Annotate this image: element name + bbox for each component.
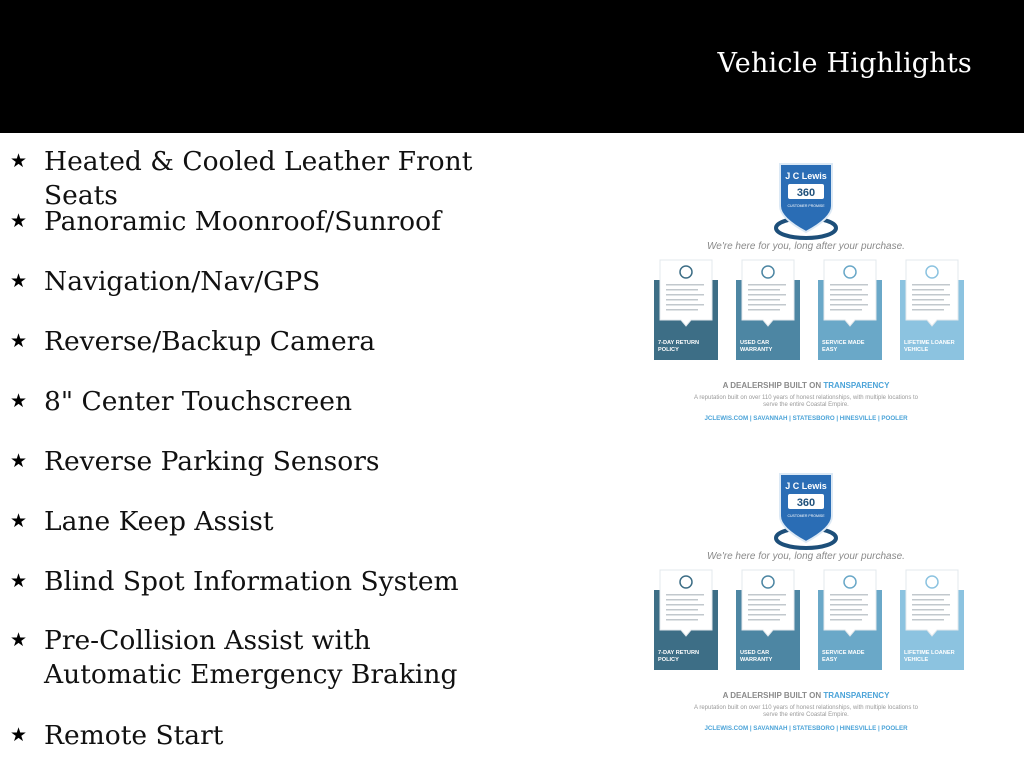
card-label: POLICY — [658, 347, 679, 353]
feature-text: Heated & Cooled Leather Front Seats — [44, 146, 473, 211]
promise-card — [736, 260, 800, 360]
card-body-line — [830, 289, 862, 291]
card-label: WARRANTY — [740, 657, 773, 663]
card-body-line — [830, 604, 868, 606]
card-body-line — [912, 294, 950, 296]
customer-promise-graphic — [648, 160, 964, 428]
promo-desc-1: A reputation built on over 110 years of honest relationships, with multiple locations to — [693, 705, 919, 711]
promo-graphic-1 — [648, 160, 964, 428]
card-body-line — [912, 299, 944, 301]
logo-name: J C Lewis — [785, 481, 827, 491]
feature-text: Remote Start — [44, 720, 224, 751]
feature-item — [10, 205, 441, 239]
card-body-line — [748, 304, 786, 306]
page-title: Vehicle Highlights — [717, 48, 972, 79]
star-icon: ★ — [10, 724, 28, 746]
feature-item — [10, 385, 352, 419]
card-body-line — [666, 594, 704, 596]
card-body-line — [830, 599, 862, 601]
star-icon: ★ — [10, 570, 28, 592]
star-icon: ★ — [10, 210, 28, 232]
card-body-line — [748, 604, 786, 606]
card-body-line — [666, 609, 698, 611]
star-icon: ★ — [10, 390, 28, 412]
logo-number: 360 — [796, 497, 816, 509]
card-body-line — [912, 594, 950, 596]
card-body-line — [748, 299, 780, 301]
card-bubble — [906, 260, 958, 326]
promo-tagline: We're here for you, long after your purchase. — [707, 241, 905, 252]
built-on-line: A DEALERSHIP BUILT ON TRANSPARENCY — [722, 381, 890, 390]
card-body-line — [748, 599, 780, 601]
logo-sub: CUSTOMER PROMISE — [787, 514, 825, 518]
card-body-line — [748, 294, 786, 296]
built-on-line: A DEALERSHIP BUILT ON TRANSPARENCY — [722, 691, 890, 700]
promise-card — [736, 570, 800, 670]
feature-text: Lane Keep Assist — [44, 506, 274, 537]
card-bubble — [660, 570, 712, 636]
promo-graphic-2 — [648, 470, 964, 738]
promo-desc-1: A reputation built on over 110 years of honest relationships, with multiple locations to — [693, 395, 919, 401]
feature-item — [10, 719, 223, 753]
card-body-line — [912, 614, 950, 616]
card-body-line — [666, 614, 704, 616]
card-label: 7-DAY RETURN — [658, 650, 700, 656]
card-body-line — [830, 619, 862, 621]
card-body-line — [830, 594, 868, 596]
star-icon: ★ — [10, 629, 28, 651]
card-body-line — [830, 284, 868, 286]
card-body-line — [748, 619, 780, 621]
card-bubble — [824, 260, 876, 326]
card-body-line — [666, 604, 704, 606]
promise-cards — [654, 570, 964, 670]
logo-number: 360 — [796, 187, 816, 199]
card-bubble — [742, 260, 794, 326]
promise-card — [900, 260, 964, 360]
card-bubble — [660, 260, 712, 326]
card-body-line — [912, 284, 950, 286]
feature-item — [10, 624, 514, 692]
card-label: 7-DAY RETURN — [658, 340, 700, 346]
feature-text: 8" Center Touchscreen — [44, 386, 353, 417]
promise-card — [818, 570, 882, 670]
feature-item — [10, 325, 375, 359]
star-icon: ★ — [10, 510, 28, 532]
star-icon: ★ — [10, 330, 28, 352]
card-label: SERVICE MADE — [822, 340, 865, 346]
promo-desc-2: serve the entire Coastal Empire. — [763, 712, 849, 718]
promise-card — [654, 260, 718, 360]
star-icon: ★ — [10, 150, 28, 172]
card-body-line — [666, 299, 698, 301]
promo-tagline: We're here for you, long after your purchase. — [707, 551, 905, 562]
promise-card — [654, 570, 718, 670]
card-body-line — [666, 599, 698, 601]
card-body-line — [912, 619, 944, 621]
card-body-line — [748, 594, 786, 596]
feature-text: Navigation/Nav/GPS — [44, 266, 321, 297]
promise-card — [900, 570, 964, 670]
card-label: SERVICE MADE — [822, 650, 865, 656]
card-body-line — [830, 609, 862, 611]
card-body-line — [666, 289, 698, 291]
card-body-line — [666, 619, 698, 621]
card-body-line — [830, 304, 868, 306]
feature-item — [10, 445, 379, 479]
card-body-line — [748, 284, 786, 286]
card-bubble — [906, 570, 958, 636]
card-body-line — [666, 294, 704, 296]
card-body-line — [912, 289, 944, 291]
feature-text: Reverse Parking Sensors — [44, 446, 380, 477]
card-body-line — [912, 609, 944, 611]
card-label: VEHICLE — [904, 657, 929, 663]
card-body-line — [748, 614, 786, 616]
logo-sub: CUSTOMER PROMISE — [787, 204, 825, 208]
card-label: LIFETIME LOANER — [904, 340, 955, 346]
promise-card — [818, 260, 882, 360]
card-body-line — [748, 309, 780, 311]
customer-promise-graphic — [648, 470, 964, 738]
feature-text: Blind Spot Information System — [44, 566, 459, 597]
card-label: EASY — [822, 347, 838, 353]
card-body-line — [748, 289, 780, 291]
card-bubble — [742, 570, 794, 636]
promise-cards — [654, 260, 964, 360]
card-body-line — [830, 309, 862, 311]
feature-item — [10, 145, 544, 213]
locations-line: JCLEWIS.COM | SAVANNAH | STATESBORO | HINESVILLE | POOLER — [704, 415, 908, 422]
feature-item — [10, 265, 320, 299]
feature-item — [10, 565, 459, 599]
card-label: USED CAR — [740, 650, 770, 656]
card-body-line — [830, 294, 868, 296]
card-label: USED CAR — [740, 340, 770, 346]
feature-text: Panoramic Moonroof/Sunroof — [44, 206, 441, 237]
card-body-line — [830, 614, 868, 616]
card-label: LIFETIME LOANER — [904, 650, 955, 656]
card-body-line — [912, 309, 944, 311]
feature-text: Pre-Collision Assist with Automatic Emergency Braking — [44, 625, 458, 690]
card-label: VEHICLE — [904, 347, 929, 353]
star-icon: ★ — [10, 450, 28, 472]
promo-desc-2: serve the entire Coastal Empire. — [763, 402, 849, 408]
card-bubble — [824, 570, 876, 636]
header-bar — [0, 0, 1024, 133]
card-body-line — [830, 299, 862, 301]
card-body-line — [912, 304, 950, 306]
star-icon: ★ — [10, 270, 28, 292]
card-body-line — [666, 304, 704, 306]
card-body-line — [912, 599, 944, 601]
locations-line: JCLEWIS.COM | SAVANNAH | STATESBORO | HINESVILLE | POOLER — [704, 725, 908, 732]
feature-text: Reverse/Backup Camera — [44, 326, 376, 357]
card-label: EASY — [822, 657, 838, 663]
card-body-line — [912, 604, 950, 606]
card-body-line — [666, 309, 698, 311]
card-label: WARRANTY — [740, 347, 773, 353]
card-body-line — [666, 284, 704, 286]
card-label: POLICY — [658, 657, 679, 663]
logo-name: J C Lewis — [785, 171, 827, 181]
card-body-line — [748, 609, 780, 611]
feature-item — [10, 505, 273, 539]
